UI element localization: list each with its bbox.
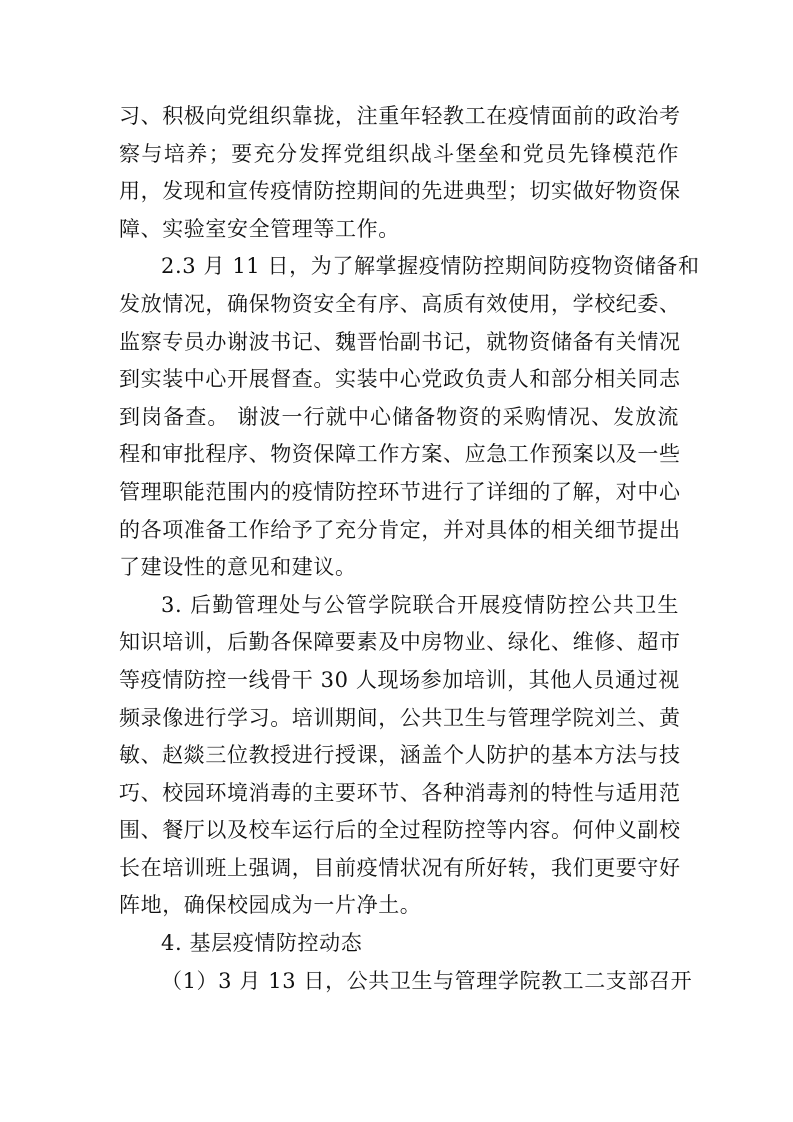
text-line: 管理职能范围内的疫情防控环节进行了详细的了解，对中心 [119,479,681,504]
text-line: 的各项准备工作给予了充分肯定，并对具体的相关细节提出 [119,517,681,542]
text-line: 了建设性的意见和建议。 [119,555,357,580]
text-line: 到实装中心开展督查。实装中心党政负责人和部分相关同志 [119,367,681,392]
text-line: 发放情况，确保物资安全有序、高质有效使用，学校纪委、 [119,291,681,316]
text-line: 3. 后勤管理处与公管学院联合开展疫情防控公共卫生 [161,592,679,617]
text-line: 巧、校园环境消毒的主要环节、各种消毒剂的特性与适用范 [119,780,681,805]
text-line: 到岗备查。 谢波一行就中心储备物资的采购情况、发放流 [119,404,679,429]
text-line: 用，发现和宣传疫情防控期间的先进典型；切实做好物资保 [119,179,681,204]
document-body [119,98,700,1000]
text-line: 敏、赵燚三位教授进行授课，涵盖个人防护的基本方法与技 [119,743,681,768]
text-line: 长在培训班上强调，目前疫情状况有所好转，我们更要守好 [119,855,681,880]
text-line: 程和审批程序、物资保障工作方案、应急工作预案以及一些 [119,442,681,467]
text-line: 等疫情防控一线骨干 30 人现场参加培训，其他人员通过视 [119,667,680,692]
text-line: 知识培训，后勤各保障要素及中房物业、绿化、维修、超市 [119,630,681,655]
text-line: 监察专员办谢波书记、魏晋怡副书记，就物资储备有关情况 [119,329,681,354]
text-line: 2.3 月 11 日，为了解掌握疫情防控期间防疫物资储备和 [161,254,700,279]
text-line: 围、餐厅以及校车运行后的全过程防控等内容。何仲义副校 [119,818,681,843]
text-line: 4. 基层疫情防控动态 [161,931,363,956]
text-line: 习、积极向党组织靠拢，注重年轻教工在疫情面前的政治考 [119,104,681,128]
text-line: 障、实验室安全管理等工作。 [119,216,400,241]
text-line: （1）3 月 13 日，公共卫生与管理学院教工二支部召开 [161,968,693,993]
text-line: 阵地，确保校园成为一片净土。 [119,893,422,918]
text-line: 察与培养；要充分发挥党组织战斗堡垒和党员先锋模范作 [119,141,679,166]
text-line: 频录像进行学习。培训期间，公共卫生与管理学院刘兰、黄 [119,705,681,730]
